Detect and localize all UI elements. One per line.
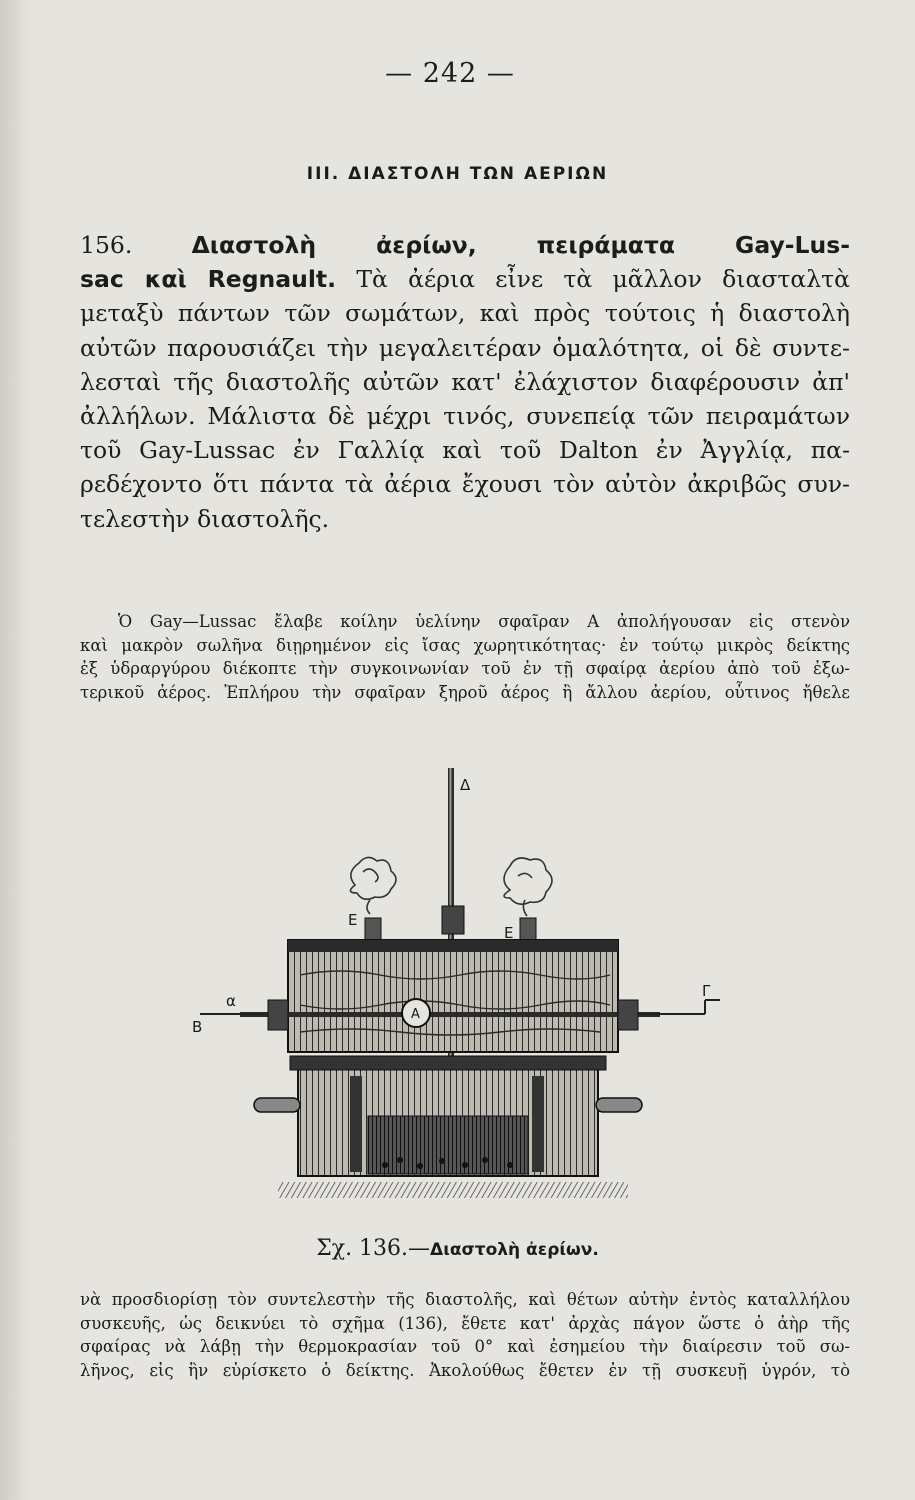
paragraph-title-cont: sac καὶ Regnault. [80, 265, 337, 294]
caption-number: Σχ. 136.— [316, 1236, 431, 1261]
steam-left [350, 857, 396, 914]
paragraph-line: τοῦ Gay-Lussac ἐν Γαλλίᾳ καὶ τοῦ Dalton ἐν Ἀγγλίᾳ, πα- [80, 436, 850, 465]
handle-left [254, 1098, 300, 1112]
paragraph-gay-lussac [80, 610, 850, 704]
paragraph-line: λεσταὶ τῆς διαστολῆς αὐτῶν κατ' ἐλάχιστον διαφέρουσιν ἀπ' [80, 367, 850, 396]
ground [278, 1182, 628, 1198]
paragraph-title: Διαστολὴ ἀερίων, πειράματα Gay-Lus- [191, 231, 850, 259]
handle-right [596, 1098, 642, 1112]
label-delta: Δ [460, 776, 471, 794]
steam-right [504, 858, 552, 916]
paragraph-line [80, 262, 850, 296]
paragraph-number: 156. [80, 231, 133, 259]
paragraph-line: ἐξ ὑδραργύρου διέκοπτε τὴν συγκοινωνίαν τοῦ ἐν τῇ σφαίρᾳ ἀερίου ἀπὸ τοῦ ἐξω- [80, 659, 850, 679]
paragraph-continued [80, 1288, 850, 1382]
paragraph-line: τερικοῦ ἀέρος. Ἐπλήρου τὴν σφαῖραν ξηροῦ ἀέρος ἢ ἄλλου ἀερίου, οὗτινος ἤθελε [80, 682, 850, 702]
paragraph-line: λῆνος, εἰς ἣν εὑρίσκετο ὁ δείκτης. Ἀκολούθως ἔθετεν ἐν τῇ συσκευῇ ὑγρόν, τὸ [80, 1360, 850, 1380]
paragraph-line: ἀλλήλων. Μάλιστα δὲ μέχρι τινός, συνεπείᾳ τῶν πειραμάτων [80, 401, 850, 430]
paragraph-line: συσκευῆς, ὡς δεικνύει τὸ σχῆμα (136), ἔθετε κατ' ἀρχὰς πάγον ὥστε ὁ ἀὴρ τῆς [80, 1313, 850, 1333]
figure-caption [0, 1236, 915, 1261]
paragraph-line: Ὁ Gay—Lussac ἔλαβε κοίλην ὑελίνην σφαῖραν Α ἀπολήγουσαν εἰς στενὸν [118, 612, 850, 631]
page-number: — 242 — [385, 58, 515, 89]
label-epsilon-right: Ε [504, 924, 514, 942]
paragraph-line: μεταξὺ πάντων τῶν σωμάτων, καὶ πρὸς τούτοις ἡ διαστολὴ [80, 299, 850, 328]
paragraph-156 [80, 228, 850, 536]
label-bulb-A: Α [411, 1007, 420, 1022]
paragraph-line: νὰ προσδιορίσῃ τὸν συντελεστὴν τῆς διαστολῆς, καὶ θέτων αὐτὴν ἐντὸς καταλλήλου [80, 1290, 850, 1309]
furnace-opening [368, 1116, 528, 1174]
paragraph-line: ρεδέχοντο ὅτι πάντα τὰ ἀέρια ἔχουσι τὸν αὐτὸν ἀκριβῶς συν- [80, 470, 850, 499]
section-heading: III. ΔΙΑΣΤΟΛΗ ΤΩΝ ΑΕΡΙΩΝ [306, 164, 609, 184]
paragraph-line: καὶ μακρὸν σωλῆνα διῃρημένον εἰς ἴσας χωρητικότητας· ἐν τούτῳ μικρὸς δείκτης [80, 635, 850, 655]
paragraph-line: αὐτῶν παρουσιάζει τὴν μεγαλειτέραν ὁμαλότητα, οἱ δὲ συντε- [80, 333, 850, 362]
page-edge-shadow [0, 0, 30, 1500]
apparatus-illustration [180, 760, 740, 1230]
paragraph-text: Τὰ ἀέρια εἶνε τὰ μᾶλλον διασταλτὰ [356, 265, 850, 294]
label-alpha: α [226, 992, 236, 1010]
label-beta: Β [192, 1018, 203, 1036]
caption-title: Διαστολὴ ἀερίων. [430, 1240, 599, 1260]
horizontal-tube [240, 1012, 660, 1017]
label-epsilon-left: Ε [348, 911, 358, 929]
paragraph-line: τελεστὴν διαστολῆς. [80, 504, 330, 533]
paragraph-line: σφαίρας νὰ λάβῃ τὴν θερμοκρασίαν τοῦ 0° καὶ ἐσημείου τὴν διαίρεσιν τοῦ σω- [80, 1337, 850, 1357]
label-gamma: Γ [702, 982, 711, 1000]
paragraph-line [80, 228, 850, 262]
